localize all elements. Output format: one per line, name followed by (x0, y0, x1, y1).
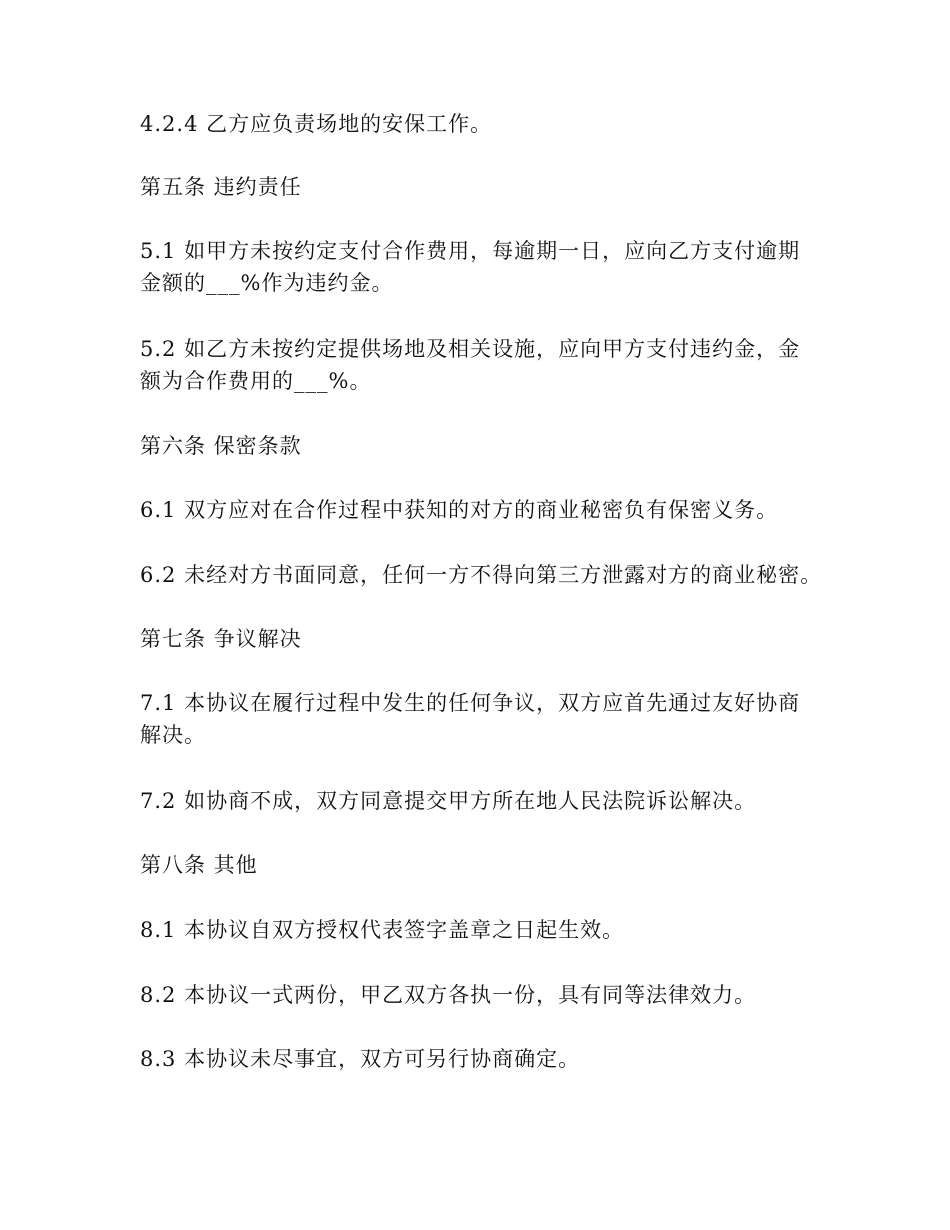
clause-7-2: 7.2 如协商不成，双方同意提交甲方所在地人民法院诉讼解决。 (140, 789, 757, 813)
article-8-heading: 第八条 其他 (140, 853, 258, 877)
article-6-heading: 第六条 保密条款 (140, 434, 302, 458)
clause-8-1: 8.1 本协议自双方授权代表签字盖章之日起生效。 (140, 918, 625, 942)
clause-5-2-line-2: 额为合作费用的___%。 (140, 369, 372, 393)
clause-7-1-line-2: 解决。 (140, 723, 206, 747)
clause-5-1-line-1: 5.1 如甲方未按约定支付合作费用，每逾期一日，应向乙方支付逾期 (140, 239, 801, 263)
clause-6-2: 6.2 未经对方书面同意，任何一方不得向第三方泄露对方的商业秘密。 (140, 563, 823, 587)
clause-5-2-line-1: 5.2 如乙方未按约定提供场地及相关设施，应向甲方支付违约金，金 (140, 337, 801, 361)
clause-4-2-4: 4.2.4 乙方应负责场地的安保工作。 (140, 112, 493, 136)
clause-5-1-line-2: 金额的___%作为违约金。 (140, 271, 394, 295)
clause-8-2: 8.2 本协议一式两份，甲乙双方各执一份，具有同等法律效力。 (140, 983, 757, 1007)
article-7-heading: 第七条 争议解决 (140, 627, 302, 651)
clause-7-1-line-1: 7.1 本协议在履行过程中发生的任何争议，双方应首先通过友好协商 (140, 691, 801, 715)
clause-8-3: 8.3 本协议未尽事宜，双方可另行协商确定。 (140, 1047, 581, 1071)
clause-6-1: 6.1 双方应对在合作过程中获知的对方的商业秘密负有保密义务。 (140, 498, 779, 522)
article-5-heading: 第五条 违约责任 (140, 175, 302, 199)
